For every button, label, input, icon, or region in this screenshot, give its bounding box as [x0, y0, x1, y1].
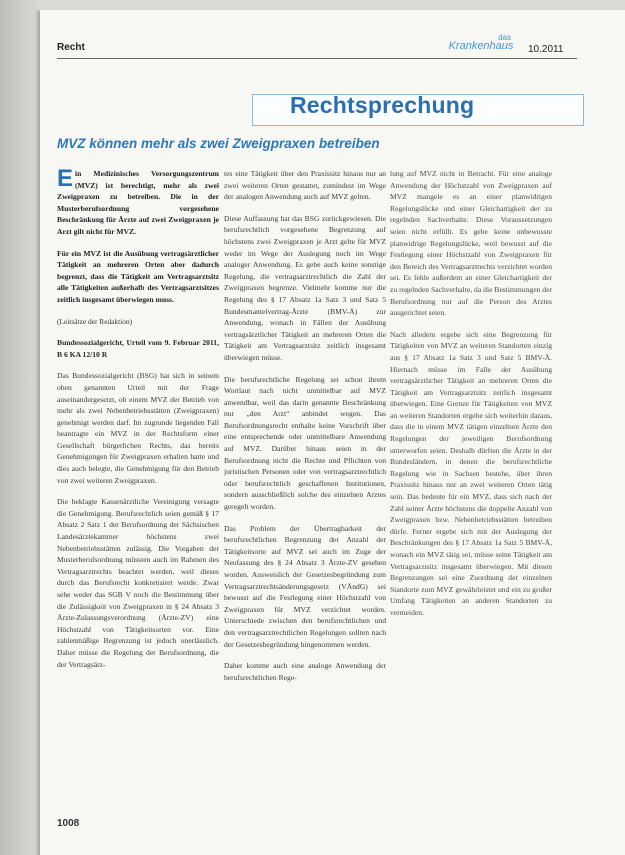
text-column-2: [224, 168, 386, 693]
body-paragraph: Das Problem der Übertragbarkeit der berufsrechtlichen Begrenzung der Anzahl der Tätigkeitsorte auf MVZ sei auch im Zuge der Neufassung des § 24 Absatz 3 Ärzte-ZV gesehen worden. Ausweislich der Gesetzesbegründung zum Vertragsarztrechtsänderungsgesetz (VÄndG) sei bewusst auf die Festlegung einer Höchstzahl von Zweigpraxen für MVZ verzichtet worden. Unterschiede zwischen den berufsrechtlichen und den vertragsarztrechtlichen Regelungen sollten nach der Gesetzesbegründung hingenommen werden.: [224, 523, 386, 649]
issue-number: 10.2011: [528, 44, 564, 55]
text-column-1: [57, 168, 219, 680]
body-paragraph: Nach alledem ergebe sich eine Begrenzung für Tätigkeiten von MVZ an weiteren Standorten einzig aus § 17 Absatz 1a Satz 3 und Satz 5 BMV-Ä. Hiernach müsse im Falle der Ausübung vertragsärztlicher Tätigkeit an mehreren Orten die Tätigkeit am Vertragsarztsitz zeitlich insgesamt überwiegen. Eine Grenze für Tätigkeiten von MVZ an weiteren Standorten ergebe sich weiterhin daraus, dass die in einem MVZ tätigen einzelnen Ärzte den Regelungen der jeweiligen Berufsordnung unterworfen seien. Deshalb dürften die Ärzte in der Bundesländern, in denen die berufsrechtliche Regelung wie in Sachsen bestehe, über ihren Praxissitz hinaus nur an zwei weiteren Orten tätig sein. Das bedeute für ein MVZ, dass sich nach der Zahl seiner Ärzte höchstens die doppelte Anzahl von Zweigpraxen bzw. Nebenbetriebsstätten betreiben dürfe. Ferner ergebe sich mit der Auslegung der Beschränkungen des § 17 Absatz 1a Satz 5 BMV-Ä, wonach ein MVZ tätig sei, müsse seine Tätigkeit am Vertragsarztsitz insgesamt überwiegen. Mit diesen Begrenzungen sei eine Zuordnung der einzelnen Standorte zum MVZ gewährleistet und ein zu großer Umfang Tätigkeiten an anderen Standorten zu vermeiden.: [390, 329, 552, 617]
journal-logo: [445, 34, 517, 50]
lead-paragraph-2: Für ein MVZ ist die Ausübung vertragsärztlicher Tätigkeit an mehreren Orten aber dadurch begrenzt, dass die Tätigkeit am Vertragsarztsitz alle Tätigkeiten außerhalb des Vertragsarztsitzes zeitlich insgesamt überwiegen muss.: [57, 248, 219, 304]
page-number: 1008: [57, 818, 80, 829]
body-paragraph: Diese Auffassung hat das BSG zurückgewiesen. Die berufsrechtlich vorgesehene Begrenzung auf höchstens zwei Zweigpraxen je Arzt gelte für MVZ weder im Wege der Auslegung noch im Wege analoger Anwendung. Es gebe auch keine sonstige Regelung, die vertragsarztrechtlich die Zahl der Zweigpraxen begrenze. Vielmehr komme nur die Regelung des § 17 Absatz 1a Satz 3 und Satz 5 Bundesmantelvertrag-Ärzte (BMV-Ä) zur Anwendung, wonach in Fällen der Ausübung vertragsärztlicher Tätigkeit an mehreren Orten die Tätigkeit am Vertragsarztsitz zeitlich insgesamt überwiegen müsse.: [224, 213, 386, 362]
text-column-3: [390, 168, 552, 629]
article-title: MVZ können mehr als zwei Zweigpraxen betreiben: [57, 136, 380, 151]
journal-logo-name: Krankenhaus: [448, 40, 514, 52]
rubric-title: Rechtsprechung: [290, 92, 475, 118]
body-paragraph: Die berufsrechtliche Regelung sei schon ihrem Wortlaut nach nicht unmittelbar auf MVZ anwendbar, weil das darin genannte Beschränkung nur „den Arzt“ anbindet wegen. Das Berufsordnungsrecht enthalte keine Vorschrift über eine entsprechende oder unmittelbare Anwendung auf MVZ. Darüber hinaus seien in der Berufsordnung nicht die Rechte und Pflichten von juristischen Personen oder von vertragsarztrechtlich oder berufsrechtlich geschaffenen Institutionen, sondern ausschließlich solche des einzelnen Arztes geregelt worden.: [224, 374, 386, 512]
body-paragraph: Das Bundessozialgericht (BSG) hat sich in seinem oben genannten Urteil mit der Frage auseinandergesetzt, ob einem MVZ der Betrieb von mehr als zwei Nebenbetriebsstätten (Zweigpraxen) genehmigt werden darf. Im zugrunde liegenden Fall beantragte ein MVZ in der Rechtsform einer Gesellschaft bürgerlichen Rechts, das bereits Genehmigungen für Zweigpraxen erhalten hatte und dies auch belegte, die Genehmigung für den Betrieb von zwei weiteren Zweigpraxen.: [57, 371, 219, 485]
court-citation: Bundessozialgericht, Urteil vom 9. Februar 2011, B 6 KA 12/10 R: [57, 338, 219, 359]
journal-logo-prefix: das: [498, 33, 511, 42]
body-paragraph: Die beklagte Kassenärztliche Vereinigung versagte die Genehmigung. Berufsrechtlich seien gemäß § 17 Absatz 2 Satz 1 der Berufsordnung der Sächsischen Landesärztekammer höchstens zwei Nebenbetriebsstätten zulässig. Die Vorgaben der Musterberufsordnung müssten auch im Rahmen des Vertragsarztrechts beachtet werden, weil dieses durch das Berufsrecht konkretisiert werde. Zwar sehe weder das SGB V noch die Bestimmung über die Zulässigkeit von Zweigpraxen in § 24 Absatz 3 Ärzte-Zulassungsverordnung (Ärzte-ZV) eine Höchstzahl von Tätigkeitsorten vor. Eine zahlenmäßige Begrenzung ist jedoch unerlässlich. Daher müsse die Regelung der Berufsordnung, die der Vertragsärz-: [57, 497, 219, 669]
body-paragraph: tes eine Tätigkeit über den Praxissitz hinaus nur an zwei weiteren Orten gestattet, zumindest im Wege der analogen Anwendung auch auf MVZ gelten.: [224, 169, 386, 202]
header-rule: [57, 58, 577, 59]
body-paragraph: Daher komme auch eine analoge Anwendung der berufsrechtlichen Rege-: [224, 661, 386, 682]
editor-note: (Leitsätze der Redaktion): [57, 316, 133, 326]
document-page: [0, 10, 625, 855]
drop-cap: E: [57, 168, 74, 192]
body-paragraph: lung auf MVZ nicht in Betracht. Für eine analoge Anwendung der Höchstzahl von Zweigpraxen auf MVZ mangele es an einer planwidrigen Regelungslücke und einer Gleichartigkeit der zu regelnden Sachverhalte. Diese Voraussetzungen seien nicht erfüllt. Es gebe keine unbewusste planwidrige Regelungslücke, weil bewusst auf die Festlegung einer Höchstzahl von Zweigpraxen für den Bereich des Vertragsarztrechts verzichtet worden sei. Es fehle außerdem an einer Gleichartigkeit der zu regelnden Sachverhalte, da die Bestimmungen der Berufsordnung nur auf die Person des Arztes ausgerichtet seien.: [390, 169, 552, 318]
lead-text: in Medizinisches Versorgungszentrum (MVZ) ist berechtigt, mehr als zwei Zweigpraxen zu betreiben. Die in der Musterberufsordnung vorgesehene Beschränkung für Ärzte auf zwei Zweigpraxen je Arzt gilt nicht für MVZ.: [57, 169, 219, 236]
lead-paragraph: [57, 168, 219, 238]
section-label: Recht: [57, 42, 85, 53]
